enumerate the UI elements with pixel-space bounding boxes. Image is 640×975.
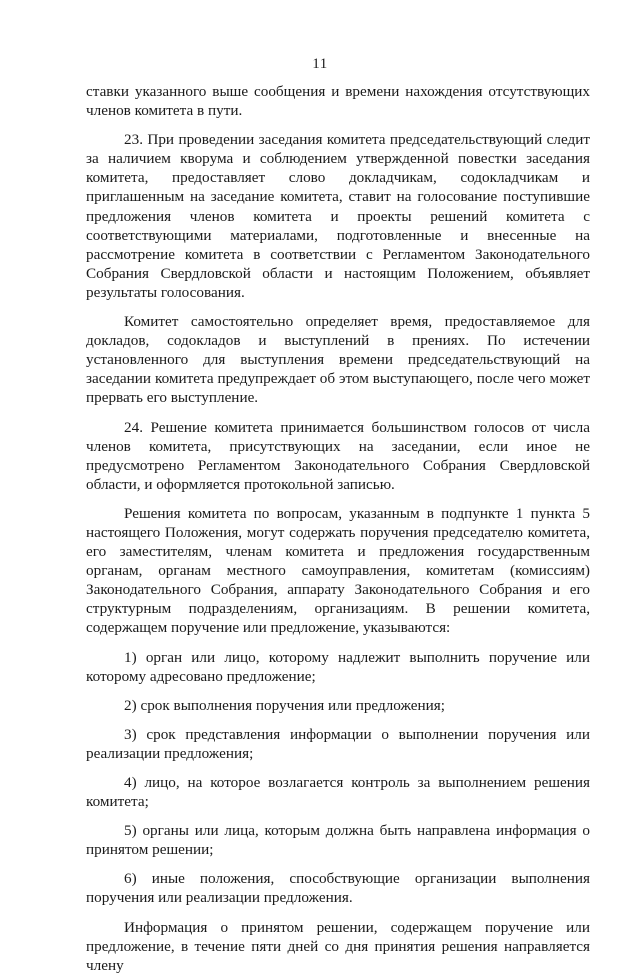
list-item-4: 4) лицо, на которое возлагается контроль за выполнением решения комитета; [86,774,590,811]
list-item-3: 3) срок представления информации о выполнении поручения или реализации предложения; [86,725,590,762]
paragraph-speaking-time: Комитет самостоятельно определяет время, предоставляемое для докладов, содокладов и выступлений в прениях. По истечении установленного для выступления времени председательствующий на заседании комитета предупреждает об этом выступающего, после чего может прервать его выступление. [86,313,590,407]
paragraph-item-24: 24. Решение комитета принимается большинством голосов от числа членов комитета, присутствующих на заседании, если иное не предусмотрено Регламентом Законодательного Собрания Свердловской области, и оформляется протокольной записью. [86,418,590,493]
document-body [86,82,590,975]
list-item-2: 2) срок выполнения поручения или предложения; [124,696,445,714]
paragraph-continuation: ставки указанного выше сообщения и времени нахождения отсутствующих членов комитета в пути. [86,83,590,120]
paragraph-item-23: 23. При проведении заседания комитета председательствующий следит за наличием кворума и соблюдением утвержденной повестки заседания комитета, предоставляет слово докладчикам, содокладчикам и приглашенным на заседание комитета, ставит на голосование поступившие предложения членов комитета и проекты решений комитета с соответствующими материалами, подготовленные и внесенные на рассмотрение комитета в соответствии с Регламентом Законодательного Собрания Свердловской области и настоящим Положением, объявляет результаты голосования. [86,131,590,301]
list-item-6: 6) иные положения, способствующие организации выполнения поручения или реализации предложения. [86,870,590,907]
page-number: 11 [312,56,328,72]
paragraph-decisions: Решения комитета по вопросам, указанным в подпункте 1 пункта 5 настоящего Положения, могут содержать поручения председателю комитета, его заместителям, членам комитета и предложения государственным органам, органам местного самоуправления, комитетам (комиссиям) Законодательного Собрания, аппарату Законодательного Собрания и его структурным подразделениям, организациям. В решении комитета, содержащем поручение или предложение, указываются: [86,504,590,637]
paragraph-information: Информация о принятом решении, содержащем поручение или предложение, в течение пяти дней со дня принятия решения направляется члену [86,918,590,974]
list-item-1: 1) орган или лицо, которому надлежит выполнить поручение или которому адресовано предложение; [86,648,590,685]
list-item-5: 5) органы или лица, которым должна быть направлена информация о принятом решении; [86,822,590,859]
